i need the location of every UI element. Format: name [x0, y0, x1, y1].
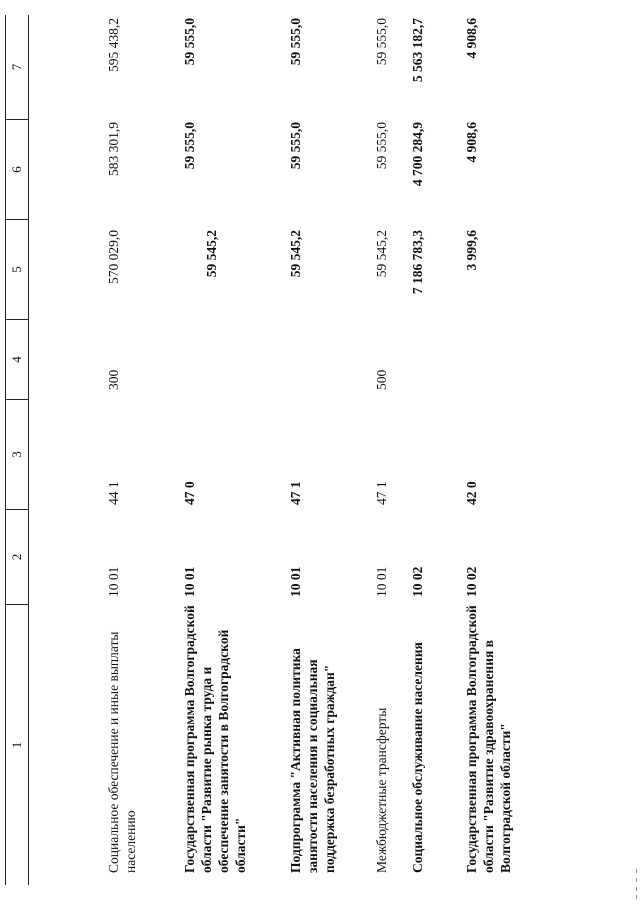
row-target: 44 1 — [106, 481, 121, 505]
row-name: Государственная программа Волгоградской области "Развитие рынка труда и обеспечение занятости в Волгоградской области" — [182, 605, 248, 873]
row-value-6: 4 700 284,9 — [410, 122, 425, 187]
header-col-4: 4 — [6, 320, 28, 400]
row-value-6: 583 301,9 — [106, 122, 121, 176]
header-col-7: 7 — [6, 15, 28, 120]
row-code: 10 01 — [106, 566, 121, 597]
row-value-7: 59 555,0 — [182, 18, 197, 66]
row-value-6: 59 555,0 — [288, 122, 303, 170]
row-type: 500 — [374, 369, 389, 390]
row-value-6: 59 555,0 — [182, 122, 197, 170]
row-value-5: 59 545,2 — [374, 230, 389, 278]
row-value-5: 59 545,2 — [204, 230, 219, 278]
row-name: Социальное обеспечение и иные выплаты населению — [106, 631, 138, 873]
row-target: 47 1 — [288, 481, 303, 505]
row-value-5: 3 999,6 — [464, 230, 479, 271]
row-target: 42 0 — [464, 481, 479, 505]
row-name: Подпрограмма "Активная политика занятости населения и социальная поддержка безработных граждан" — [288, 648, 337, 873]
row-code: 10 02 — [410, 566, 425, 597]
scan-edge-marks — [635, 869, 638, 899]
row-code: 10 01 — [182, 566, 197, 597]
header-col-1: 1 — [9, 741, 24, 749]
header-col-3: 3 — [6, 400, 28, 510]
row-name: Социальное обслуживание населения — [410, 642, 425, 873]
header-col-5: 5 — [6, 220, 28, 320]
row-value-5: 59 545,2 — [288, 230, 303, 278]
row-value-7: 59 555,0 — [374, 18, 389, 66]
rotated-budget-table — [5, 15, 605, 885]
row-type: 300 — [106, 369, 121, 390]
row-target: 47 1 — [374, 481, 389, 505]
row-name: Межбюджетные трансферты — [374, 707, 389, 873]
row-value-7: 4 908,6 — [464, 18, 479, 59]
row-value-6: 4 908,6 — [464, 122, 479, 163]
row-target: 47 0 — [182, 481, 197, 505]
row-code: 10 01 — [288, 566, 303, 597]
row-value-6: 59 555,0 — [374, 122, 389, 170]
row-value-7: 595 438,2 — [106, 18, 121, 72]
header-col-6: 6 — [6, 120, 28, 220]
header-col-2: 2 — [6, 510, 28, 605]
row-value-7: 5 563 182,7 — [410, 18, 425, 83]
row-code: 10 01 — [374, 566, 389, 597]
row-value-5: 570 029,0 — [106, 230, 121, 284]
row-value-5: 7 186 783,3 — [410, 230, 425, 295]
row-value-7: 59 555,0 — [288, 18, 303, 66]
table-header — [5, 15, 29, 885]
row-name: Государственная программа Волгоградской области "Развитие здравоохранения в Волгоградской области" — [464, 605, 513, 873]
row-code: 10 02 — [464, 566, 479, 597]
